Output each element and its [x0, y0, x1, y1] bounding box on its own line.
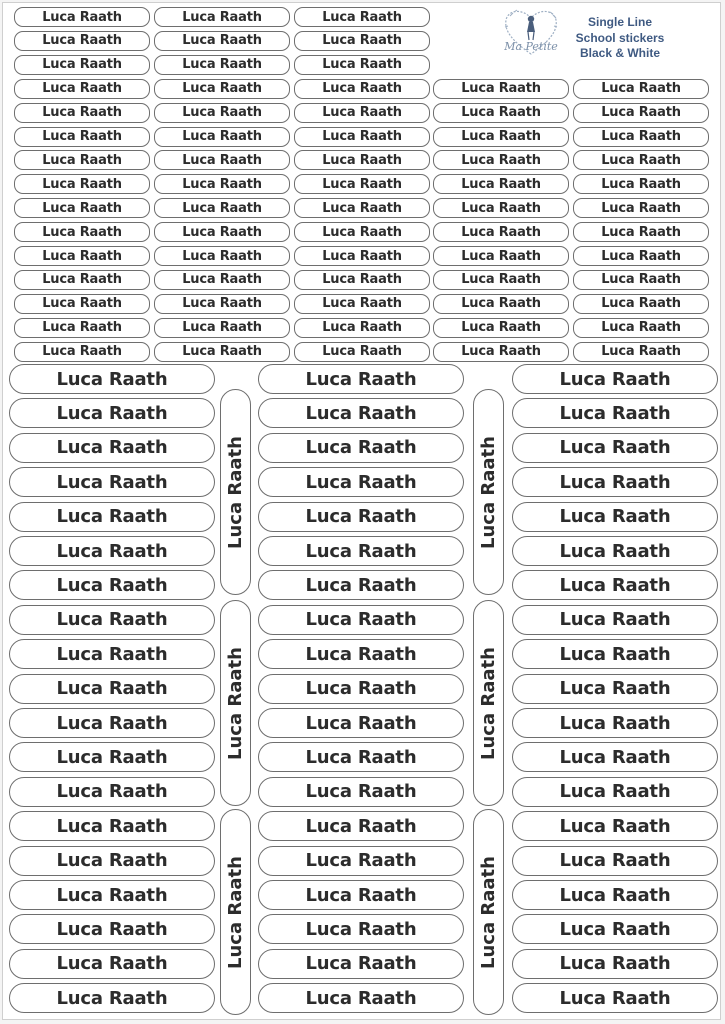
name-sticker-large: Luca Raath	[9, 914, 215, 944]
name-sticker-small: Luca Raath	[294, 79, 430, 99]
name-sticker-small: Luca Raath	[294, 7, 430, 27]
name-sticker-large: Luca Raath	[9, 467, 215, 497]
name-sticker-large: Luca Raath	[512, 536, 718, 566]
name-sticker-small: Luca Raath	[154, 150, 290, 170]
name-sticker-small: Luca Raath	[14, 318, 150, 338]
sticker-label: Luca Raath	[478, 855, 500, 969]
name-sticker-large: Luca Raath	[512, 639, 718, 669]
name-sticker-large: Luca Raath	[258, 777, 464, 807]
name-sticker-small: Luca Raath	[154, 55, 290, 75]
name-sticker-small: Luca Raath	[14, 198, 150, 218]
name-sticker-large: Luca Raath	[258, 364, 464, 394]
caption-line-1: Single Line	[587, 15, 652, 29]
sheet-caption	[570, 15, 670, 62]
name-sticker-small: Luca Raath	[294, 270, 430, 290]
name-sticker-small: Luca Raath	[433, 342, 569, 362]
name-sticker-large: Luca Raath	[512, 880, 718, 910]
name-sticker-small: Luca Raath	[433, 150, 569, 170]
name-sticker-large: Luca Raath	[512, 467, 718, 497]
name-sticker-small: Luca Raath	[294, 174, 430, 194]
name-sticker-large: Luca Raath	[9, 983, 215, 1013]
name-sticker-large: Luca Raath	[9, 536, 215, 566]
name-sticker-small: Luca Raath	[14, 127, 150, 147]
name-sticker-large: Luca Raath	[258, 398, 464, 428]
name-sticker-vertical	[473, 389, 504, 595]
name-sticker-large: Luca Raath	[512, 674, 718, 704]
name-sticker-small: Luca Raath	[573, 318, 709, 338]
sticker-label: Luca Raath	[225, 646, 247, 760]
name-sticker-small: Luca Raath	[14, 7, 150, 27]
name-sticker-small: Luca Raath	[573, 198, 709, 218]
name-sticker-small: Luca Raath	[154, 342, 290, 362]
name-sticker-small: Luca Raath	[433, 79, 569, 99]
sticker-label: Luca Raath	[478, 646, 500, 760]
name-sticker-small: Luca Raath	[294, 55, 430, 75]
name-sticker-large: Luca Raath	[258, 708, 464, 738]
name-sticker-large: Luca Raath	[512, 742, 718, 772]
name-sticker-large: Luca Raath	[258, 880, 464, 910]
name-sticker-large: Luca Raath	[512, 502, 718, 532]
name-sticker-large: Luca Raath	[258, 674, 464, 704]
name-sticker-small: Luca Raath	[14, 294, 150, 314]
name-sticker-large: Luca Raath	[512, 364, 718, 394]
name-sticker-vertical	[220, 389, 251, 595]
name-sticker-large: Luca Raath	[9, 364, 215, 394]
name-sticker-small: Luca Raath	[14, 79, 150, 99]
name-sticker-small: Luca Raath	[154, 222, 290, 242]
name-sticker-large: Luca Raath	[512, 949, 718, 979]
name-sticker-large: Luca Raath	[9, 708, 215, 738]
name-sticker-small: Luca Raath	[14, 174, 150, 194]
name-sticker-large: Luca Raath	[9, 880, 215, 910]
name-sticker-small: Luca Raath	[433, 198, 569, 218]
name-sticker-small: Luca Raath	[14, 270, 150, 290]
name-sticker-large: Luca Raath	[512, 433, 718, 463]
name-sticker-large: Luca Raath	[512, 570, 718, 600]
name-sticker-small: Luca Raath	[154, 198, 290, 218]
name-sticker-large: Luca Raath	[9, 605, 215, 635]
name-sticker-small: Luca Raath	[154, 103, 290, 123]
name-sticker-vertical	[473, 809, 504, 1015]
name-sticker-small: Luca Raath	[573, 127, 709, 147]
name-sticker-large: Luca Raath	[512, 914, 718, 944]
caption-line-2: School stickers	[575, 30, 665, 45]
wreath-heart-icon	[494, 2, 568, 66]
name-sticker-small: Luca Raath	[14, 342, 150, 362]
name-sticker-vertical	[220, 809, 251, 1015]
name-sticker-small: Luca Raath	[294, 198, 430, 218]
name-sticker-small: Luca Raath	[14, 103, 150, 123]
name-sticker-small: Luca Raath	[154, 127, 290, 147]
name-sticker-small: Luca Raath	[573, 270, 709, 290]
name-sticker-small: Luca Raath	[433, 246, 569, 266]
name-sticker-small: Luca Raath	[573, 103, 709, 123]
name-sticker-small: Luca Raath	[433, 318, 569, 338]
name-sticker-large: Luca Raath	[258, 639, 464, 669]
name-sticker-large: Luca Raath	[9, 674, 215, 704]
name-sticker-small: Luca Raath	[294, 150, 430, 170]
name-sticker-small: Luca Raath	[14, 222, 150, 242]
name-sticker-vertical	[220, 600, 251, 806]
name-sticker-large: Luca Raath	[258, 983, 464, 1013]
name-sticker-small: Luca Raath	[154, 246, 290, 266]
sticker-label: Luca Raath	[225, 435, 247, 549]
name-sticker-large: Luca Raath	[9, 502, 215, 532]
name-sticker-large: Luca Raath	[258, 467, 464, 497]
name-sticker-large: Luca Raath	[512, 777, 718, 807]
name-sticker-large: Luca Raath	[258, 502, 464, 532]
name-sticker-large: Luca Raath	[512, 605, 718, 635]
name-sticker-large: Luca Raath	[512, 708, 718, 738]
name-sticker-small: Luca Raath	[433, 103, 569, 123]
name-sticker-small: Luca Raath	[294, 127, 430, 147]
name-sticker-small: Luca Raath	[154, 79, 290, 99]
name-sticker-small: Luca Raath	[14, 150, 150, 170]
name-sticker-large: Luca Raath	[512, 398, 718, 428]
name-sticker-small: Luca Raath	[573, 294, 709, 314]
name-sticker-large: Luca Raath	[9, 639, 215, 669]
name-sticker-large: Luca Raath	[258, 605, 464, 635]
name-sticker-small: Luca Raath	[573, 246, 709, 266]
name-sticker-large: Luca Raath	[9, 742, 215, 772]
sticker-label: Luca Raath	[225, 855, 247, 969]
name-sticker-small: Luca Raath	[573, 222, 709, 242]
name-sticker-small: Luca Raath	[433, 270, 569, 290]
name-sticker-vertical	[473, 600, 504, 806]
name-sticker-small: Luca Raath	[573, 79, 709, 99]
name-sticker-large: Luca Raath	[258, 742, 464, 772]
name-sticker-small: Luca Raath	[294, 342, 430, 362]
brand-name: Ma Petite	[504, 40, 558, 53]
name-sticker-small: Luca Raath	[294, 103, 430, 123]
name-sticker-small: Luca Raath	[573, 174, 709, 194]
name-sticker-small: Luca Raath	[294, 222, 430, 242]
name-sticker-large: Luca Raath	[258, 433, 464, 463]
name-sticker-small: Luca Raath	[573, 342, 709, 362]
name-sticker-large: Luca Raath	[258, 811, 464, 841]
name-sticker-small: Luca Raath	[154, 294, 290, 314]
name-sticker-large: Luca Raath	[258, 570, 464, 600]
name-sticker-large: Luca Raath	[258, 949, 464, 979]
name-sticker-large: Luca Raath	[258, 846, 464, 876]
brand-logo	[494, 2, 568, 66]
name-sticker-large: Luca Raath	[9, 949, 215, 979]
name-sticker-small: Luca Raath	[14, 31, 150, 51]
name-sticker-large: Luca Raath	[9, 398, 215, 428]
name-sticker-small: Luca Raath	[433, 222, 569, 242]
name-sticker-small: Luca Raath	[433, 127, 569, 147]
name-sticker-small: Luca Raath	[154, 174, 290, 194]
name-sticker-small: Luca Raath	[294, 31, 430, 51]
name-sticker-large: Luca Raath	[9, 811, 215, 841]
name-sticker-large: Luca Raath	[258, 536, 464, 566]
name-sticker-small: Luca Raath	[14, 246, 150, 266]
name-sticker-large: Luca Raath	[258, 914, 464, 944]
name-sticker-large: Luca Raath	[9, 777, 215, 807]
sticker-label: Luca Raath	[478, 435, 500, 549]
name-sticker-small: Luca Raath	[433, 174, 569, 194]
name-sticker-small: Luca Raath	[573, 150, 709, 170]
name-sticker-large: Luca Raath	[9, 846, 215, 876]
name-sticker-small: Luca Raath	[294, 318, 430, 338]
name-sticker-large: Luca Raath	[512, 846, 718, 876]
name-sticker-large: Luca Raath	[512, 983, 718, 1013]
caption-line-3: Black & White	[579, 46, 660, 60]
name-sticker-small: Luca Raath	[154, 270, 290, 290]
name-sticker-large: Luca Raath	[512, 811, 718, 841]
name-sticker-small: Luca Raath	[294, 294, 430, 314]
name-sticker-small: Luca Raath	[154, 31, 290, 51]
name-sticker-large: Luca Raath	[9, 433, 215, 463]
name-sticker-small: Luca Raath	[294, 246, 430, 266]
name-sticker-small: Luca Raath	[433, 294, 569, 314]
name-sticker-large: Luca Raath	[9, 570, 215, 600]
name-sticker-small: Luca Raath	[154, 318, 290, 338]
name-sticker-small: Luca Raath	[14, 55, 150, 75]
name-sticker-small: Luca Raath	[154, 7, 290, 27]
